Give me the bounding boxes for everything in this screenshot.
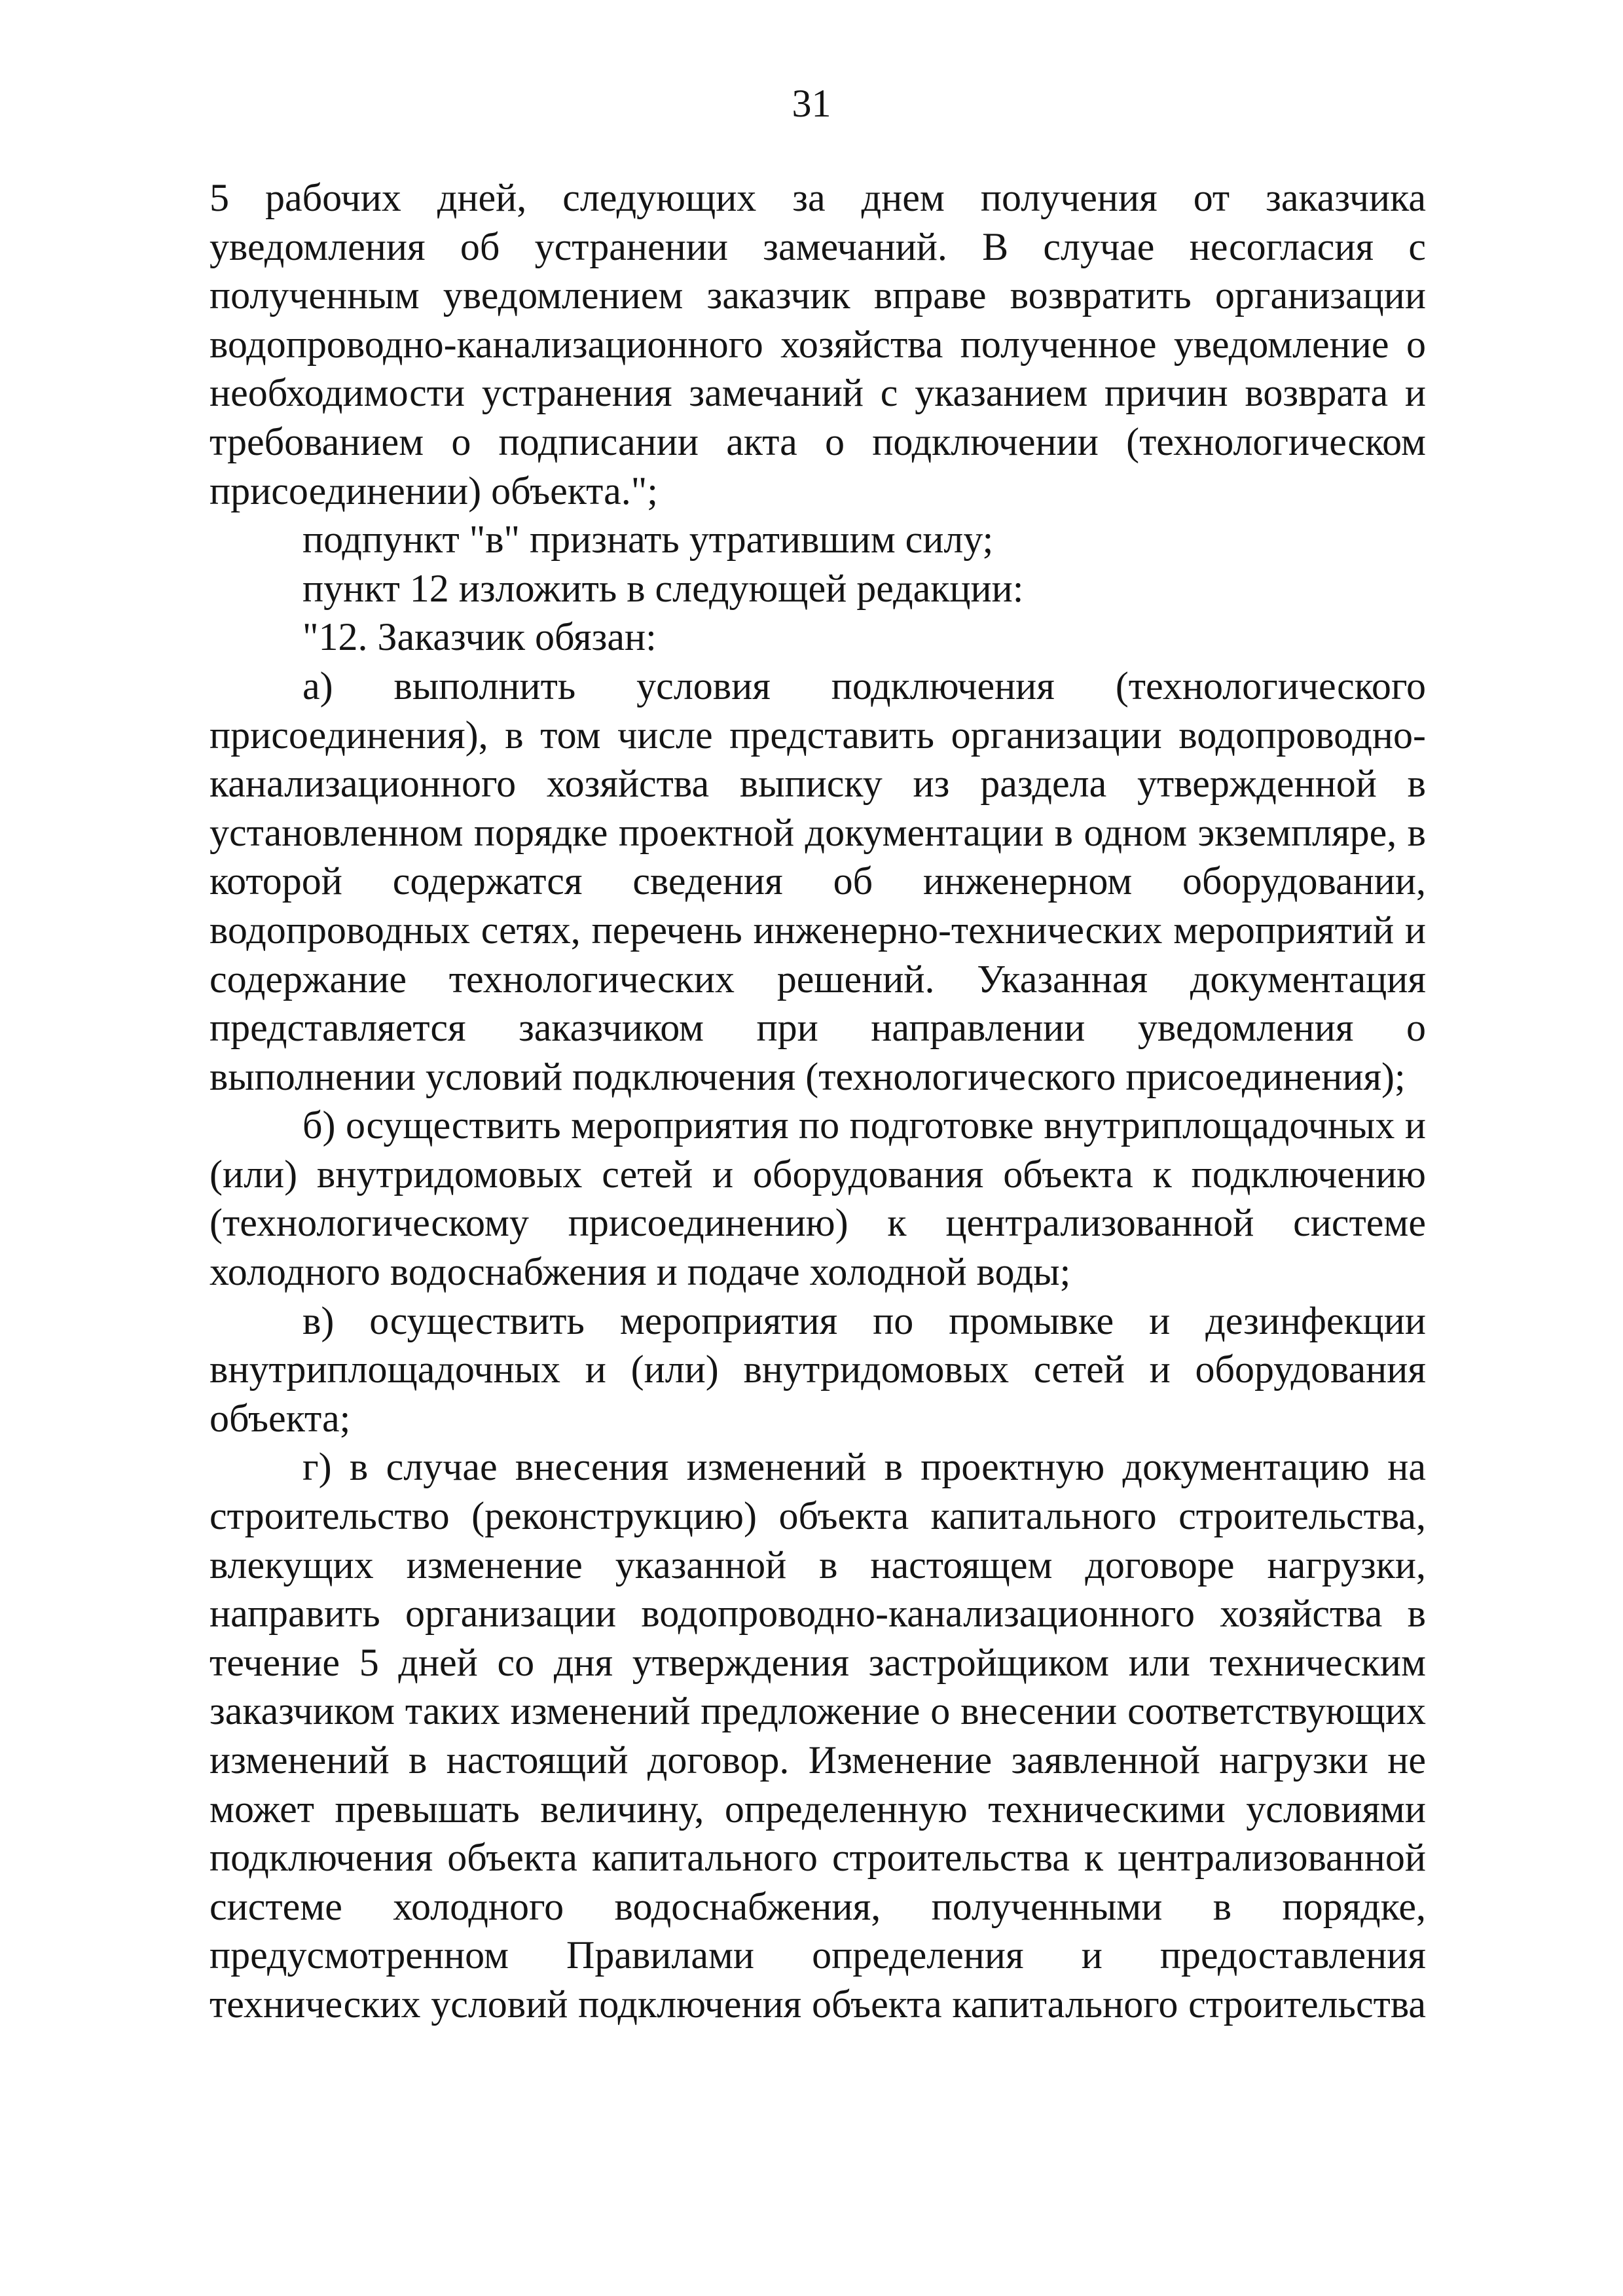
paragraph-item-12-intro: пункт 12 изложить в следующей редакции: bbox=[302, 566, 1024, 610]
document-body bbox=[210, 173, 1426, 2029]
paragraph-subitem-b: б) осуществить мероприятия по подготовке внутриплощадочных и (или) внутридомовых сетей и оборудования объекта к подключению (технологическому присоединению) к централизованной системе холодного водоснабжения и подаче холодной воды; bbox=[210, 1103, 1426, 1294]
paragraph-subitem-v: в) осуществить мероприятия по промывке и дезинфекции внутриплощадочных и (или) внутридомовых сетей и оборудования объекта; bbox=[210, 1299, 1426, 1440]
paragraph-subitem-a: а) выполнить условия подключения (технологического присоединения), в том числе представить организации водопроводно-канализационного хозяйства выписку из раздела утвержденной в установленном порядке проектной документации в одном экземпляре, в которой содержатся сведения об инженерном оборудовании, водопроводных сетях, перечень инженерно-технических мероприятий и содержание технологических решений. Указанная документация представляется заказчиком при направлении уведомления о выполнении условий подключения (технологического присоединения); bbox=[210, 664, 1426, 1098]
paragraph-subitem-v-repeal: подпункт "в" признать утратившим силу; bbox=[302, 518, 994, 562]
page-number: 31 bbox=[792, 82, 831, 125]
paragraph-continuation: 5 рабочих дней, следующих за днем получения от заказчика уведомления об устранении замечаний. В случае несогласия с полученным уведомлением заказчик вправе возвратить организации водопроводно-канализационного хозяйства полученное уведомление о необходимости устранения замечаний с указанием причин возврата и требованием о подписании акта о подключении (технологическом присоединении) объекта."; bbox=[210, 176, 1426, 512]
paragraph-item-12-heading: "12. Заказчик обязан: bbox=[302, 615, 657, 659]
paragraph-subitem-g: г) в случае внесения изменений в проектную документацию на строительство (реконструкцию) объекта капитального строительства, влекущих изменение указанной в настоящем договоре нагрузки, направить организации водопроводно-канализационного хозяйства в течение 5 дней со дня утверждения застройщиком или техническим заказчиком таких изменений предложение о внесении соответствующих изменений в настоящий договор. Изменение заявленной нагрузки не может превышать величину, определенную техническими условиями подключения объекта капитального строительства к централизованной системе холодного водоснабжения, полученными в порядке, предусмотренном Правилами определения и предоставления технических условий подключения объекта капитального строительства bbox=[210, 1445, 1426, 2026]
